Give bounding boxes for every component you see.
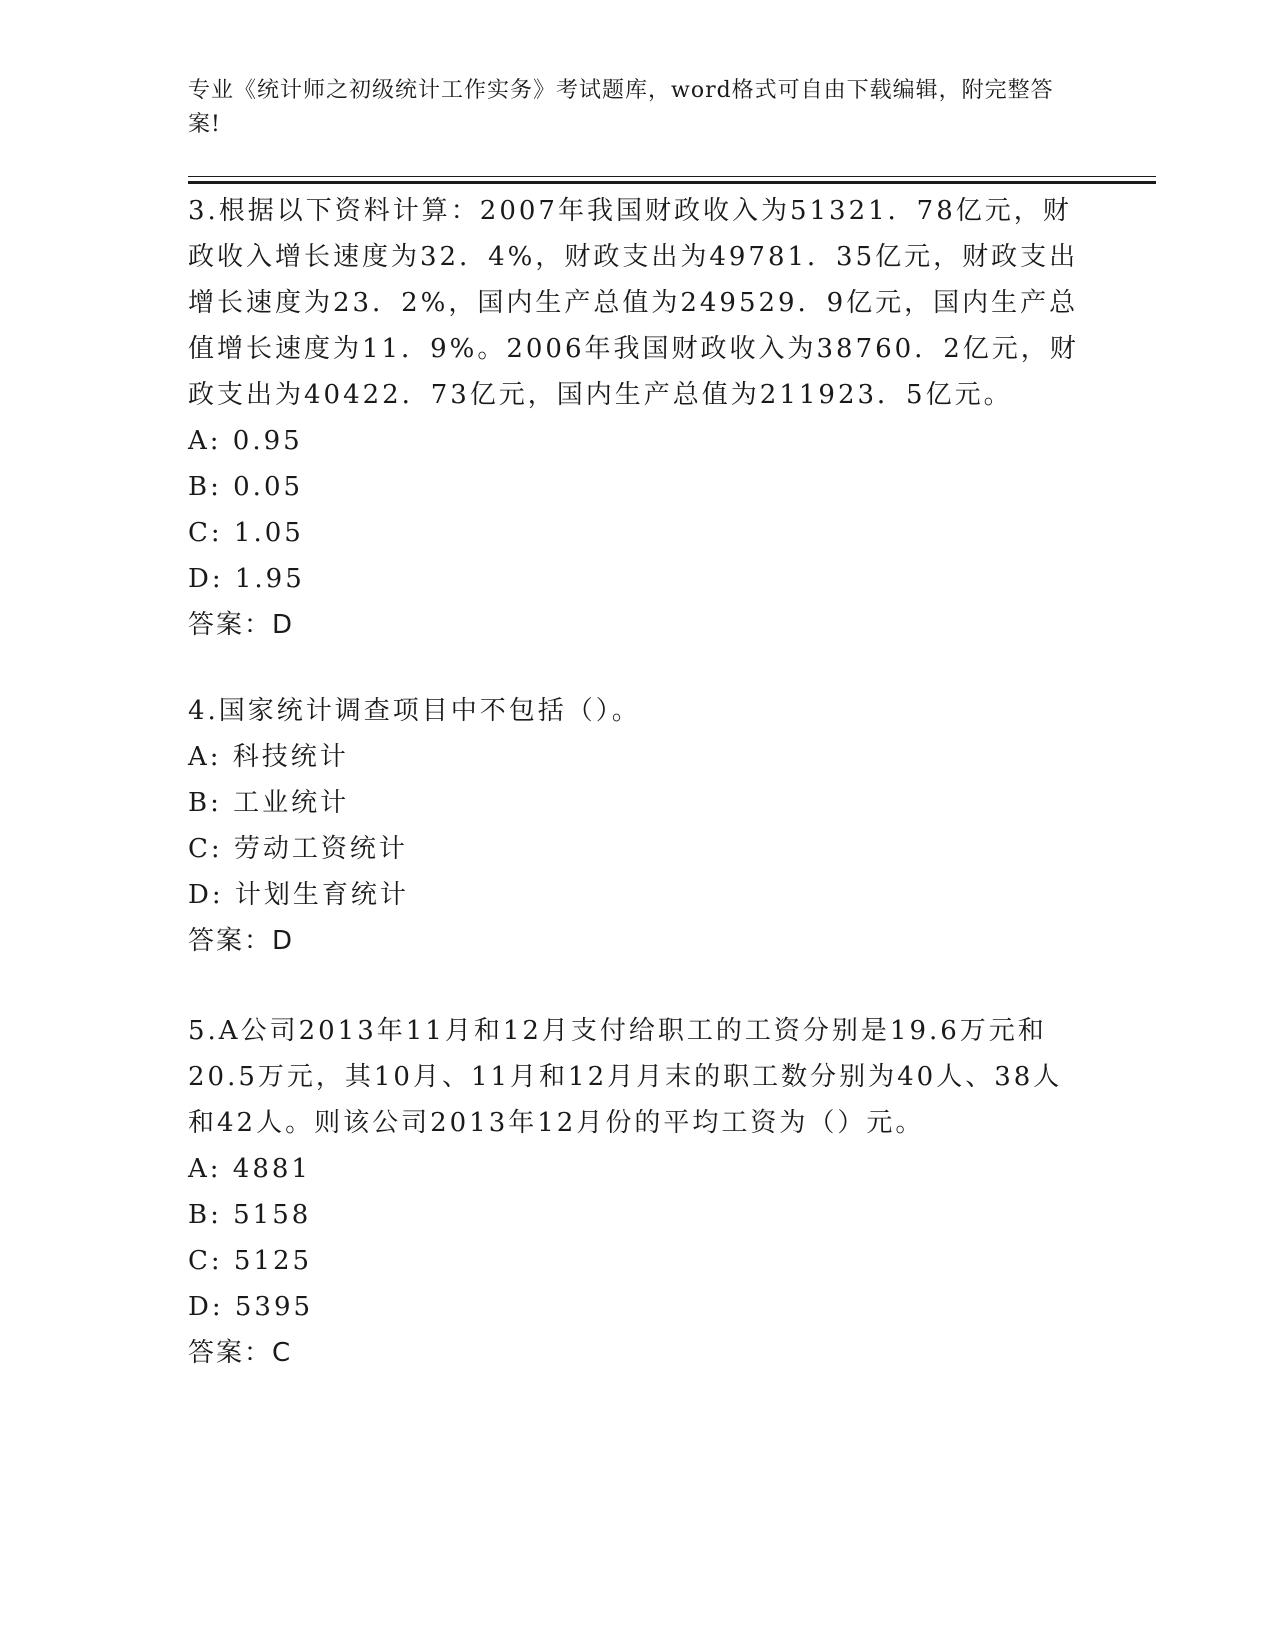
header-divider-thin (188, 176, 1156, 177)
option-c: C: 5125 (188, 1246, 313, 1276)
option-b: B: 0.05 (188, 472, 304, 502)
answer-label: 答案：D (188, 926, 295, 956)
question-5 (188, 1008, 1088, 1376)
question-text: 5.A公司2013年11月和12月支付给职工的工资分别是19.6万元和20.5万元，其10月、11月和12月月末的职工数分别为40人、38人和42人。则该公司2013年12月份的平均工资为（）元。 (188, 1016, 1063, 1138)
option-a: A: 0.95 (188, 426, 303, 456)
option-b: B: 5158 (188, 1200, 312, 1230)
option-d: D: 5395 (188, 1292, 314, 1322)
option-b: B: 工业统计 (188, 788, 350, 818)
question-4 (188, 688, 1088, 964)
answer-label: 答案：C (188, 1338, 293, 1368)
question-3 (188, 188, 1088, 648)
document-header: 专业《统计师之初级统计工作实务》考试题库，word格式可自由下载编辑，附完整答案! (188, 78, 1054, 137)
option-a: A: 科技统计 (188, 742, 349, 772)
option-d: D: 1.95 (188, 564, 305, 594)
answer-label: 答案：D (188, 610, 295, 640)
option-c: C: 劳动工资统计 (188, 834, 408, 864)
question-text: 3.根据以下资料计算：2007年我国财政收入为51321．78亿元，财政收入增长速度为32．4%，财政支出为49781．35亿元，财政支出增长速度为23．2%，国内生产总值为249529．9亿元，国内生产总值增长速度为11．9%。2006年我国财政收入为38760．2亿元，财政支出为40422．73亿元，国内生产总值为211923．5亿元。 (188, 196, 1079, 410)
option-c: C: 1.05 (188, 518, 304, 548)
header-divider-thick (188, 181, 1156, 184)
option-a: A: 4881 (188, 1154, 311, 1184)
question-text: 4.国家统计调查项目中不包括（）。 (188, 696, 641, 726)
option-d: D: 计划生育统计 (188, 880, 409, 910)
